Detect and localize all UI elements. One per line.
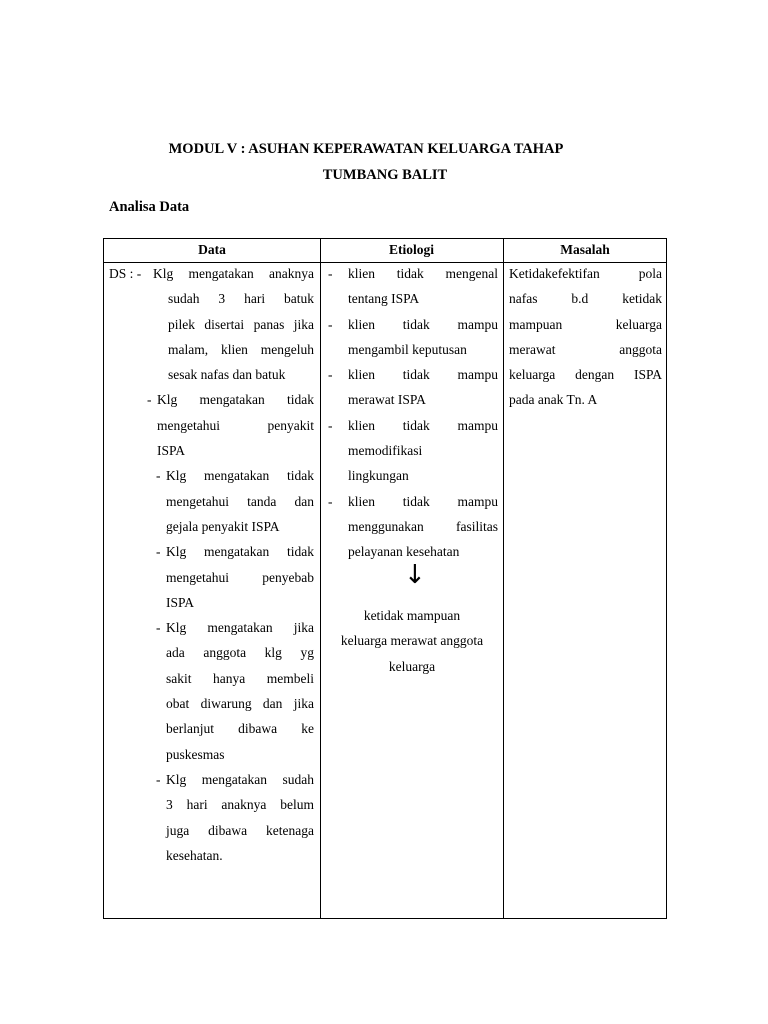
- bullet-dash: -: [156, 468, 161, 484]
- column-divider: [503, 239, 504, 918]
- data-line: sesak nafas dan batuk: [168, 367, 286, 383]
- etiologi-line: tentang ISPA: [348, 291, 420, 307]
- data-line: ada anggota klg yg: [166, 645, 314, 661]
- data-item: [109, 387, 314, 463]
- etiologi-line: menggunakan fasilitas: [348, 518, 498, 534]
- etiologi-line: pelayanan kesehatan: [348, 544, 460, 560]
- masalah-line: Ketidakefektifan pola: [509, 266, 662, 281]
- data-item: [109, 539, 314, 615]
- title-line-1: MODUL V : ASUHAN KEPERAWATAN KELUARGA TAHAP: [168, 141, 564, 157]
- section-title: Analisa Data: [109, 199, 190, 215]
- header-etiologi: Etiologi: [388, 242, 434, 257]
- bullet-dash: -: [328, 493, 333, 509]
- data-line: Klg mengatakan jika: [166, 620, 314, 636]
- column-divider: [320, 239, 321, 918]
- bullet-dash: -: [328, 367, 333, 383]
- masalah-line: keluarga dengan ISPA: [509, 367, 662, 383]
- etiologi-line: mengambil keputusan: [348, 341, 467, 357]
- masalah-line: mampuan keluarga: [509, 316, 662, 332]
- data-line: berlanjut dibawa ke: [166, 721, 314, 737]
- summary-line: keluarga: [388, 658, 436, 674]
- data-line: mengetahui penyakit: [157, 417, 314, 433]
- data-line: sudah 3 hari batuk: [168, 291, 314, 307]
- data-item: [109, 615, 314, 767]
- bullet-dash: -: [156, 620, 161, 636]
- summary-line: keluarga merawat anggota: [340, 633, 484, 649]
- data-line: 3 hari anaknya belum: [166, 797, 314, 813]
- data-line: Klg mengatakan tidak: [166, 468, 314, 484]
- etiologi-line: klien tidak mampu: [348, 417, 498, 433]
- title-line-2: TUMBANG BALIT: [322, 167, 448, 183]
- bullet-dash: -: [328, 417, 333, 433]
- data-line: Klg mengatakan anaknya: [153, 266, 314, 281]
- data-line: Klg mengatakan tidak: [166, 544, 314, 560]
- data-line: ISPA: [157, 443, 186, 459]
- masalah-column: [509, 261, 662, 413]
- etiologi-line: klien tidak mengenal: [348, 266, 498, 281]
- bullet-dash: -: [328, 316, 333, 332]
- etiologi-line: memodifikasi: [348, 443, 423, 459]
- bullet-dash: -: [147, 392, 152, 408]
- down-arrow-icon: ↓: [404, 560, 426, 590]
- etiologi-summary: [326, 603, 498, 679]
- etiologi-line: merawat ISPA: [348, 392, 426, 408]
- data-line: mengetahui penyebab: [166, 569, 314, 585]
- bullet-dash: -: [156, 771, 161, 787]
- data-line: ISPA: [166, 594, 195, 610]
- data-line: Klg mengatakan sudah: [166, 771, 314, 787]
- header-data: Data: [198, 242, 226, 257]
- etiologi-line: klien tidak mampu: [348, 493, 498, 509]
- document-title: [0, 136, 768, 188]
- data-column: [109, 261, 314, 868]
- data-line: Klg mengatakan tidak: [157, 392, 314, 408]
- etiologi-line: lingkungan: [348, 468, 409, 484]
- etiologi-item: [326, 362, 498, 413]
- etiologi-item: [326, 261, 498, 312]
- data-line: obat diwarung dan jika: [166, 696, 314, 712]
- data-line: mengetahui tanda dan: [166, 493, 314, 509]
- analysis-table: [103, 238, 667, 919]
- etiologi-item: [326, 489, 498, 565]
- masalah-line: nafas b.d ketidak: [509, 291, 662, 307]
- data-line: malam, klien mengeluh: [168, 341, 314, 357]
- data-item: [109, 767, 314, 868]
- bullet-dash: -: [156, 544, 161, 560]
- ds-label: DS : -: [109, 266, 142, 281]
- data-line: puskesmas: [166, 746, 225, 762]
- data-item: [109, 463, 314, 539]
- data-line: sakit hanya membeli: [166, 670, 314, 686]
- etiologi-line: klien tidak mampu: [348, 367, 498, 383]
- etiologi-line: klien tidak mampu: [348, 316, 498, 332]
- etiologi-item: [326, 312, 498, 363]
- masalah-line: pada anak Tn. A: [509, 392, 598, 408]
- data-item: [109, 261, 314, 387]
- data-line: juga dibawa ketenaga: [166, 822, 314, 838]
- data-line: kesehatan.: [166, 847, 223, 863]
- data-line: pilek disertai panas jika: [168, 316, 314, 332]
- data-line: gejala penyakit ISPA: [166, 518, 280, 534]
- header-masalah: Masalah: [560, 242, 610, 257]
- bullet-dash: -: [328, 266, 333, 281]
- masalah-line: merawat anggota: [509, 341, 662, 357]
- etiologi-column: [326, 261, 498, 565]
- summary-line: ketidak mampuan: [363, 608, 461, 623]
- etiologi-item: [326, 413, 498, 489]
